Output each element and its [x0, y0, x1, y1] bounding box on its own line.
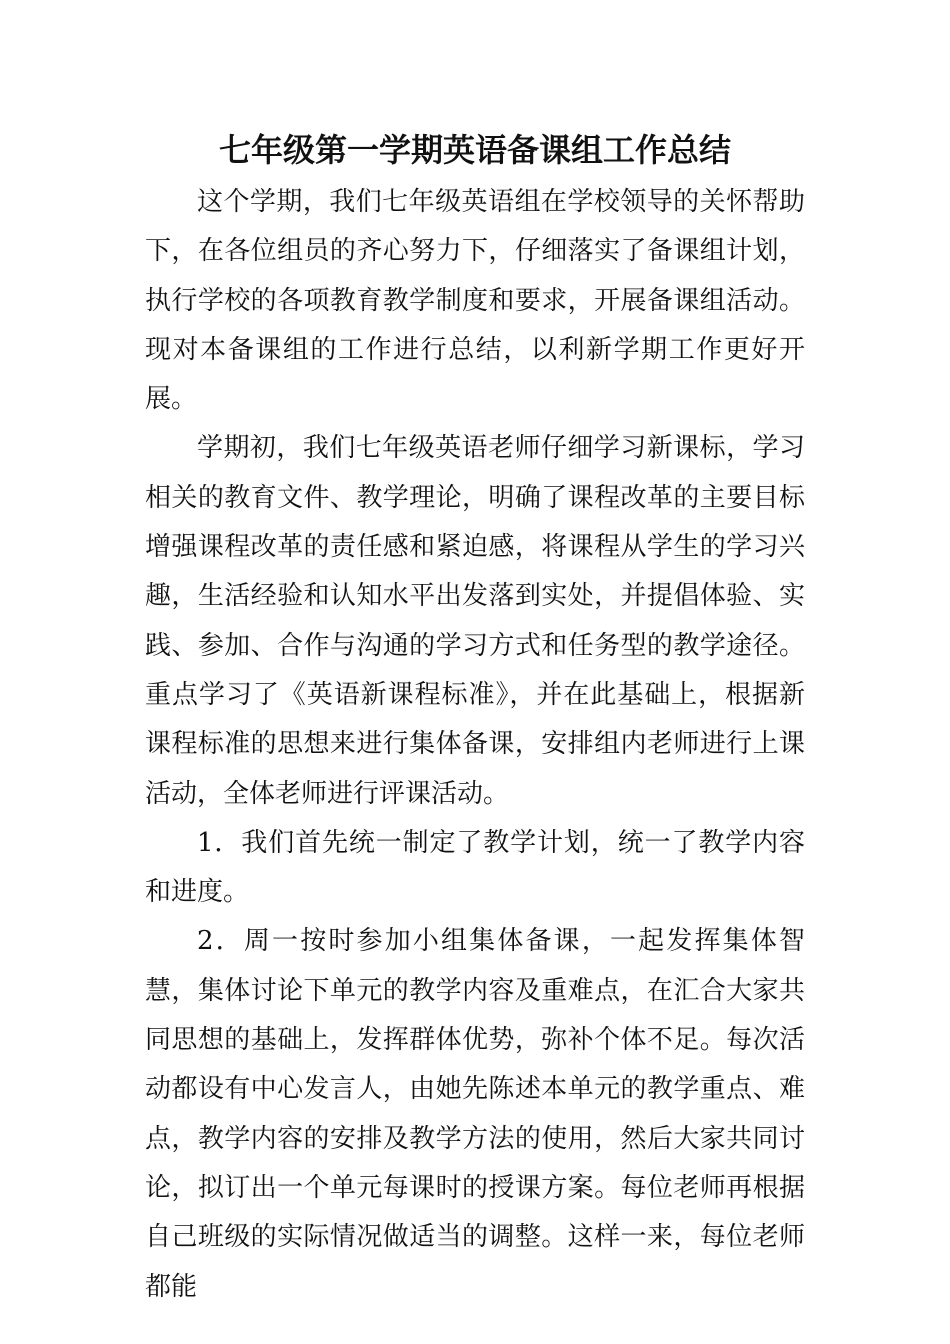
document-title: 七年级第一学期英语备课组工作总结 [218, 131, 731, 169]
paragraph-intro: 这个学期，我们七年级英语组在学校领导的关怀帮助下，在各位组员的齐心努力下，仔细落实了备课组计划，执行学校的各项教育教学制度和要求，开展备课组活动。现对本备课组的工作进行总结，以利新学期工作更好开展。 [145, 187, 805, 415]
paragraph-semester-start: 学期初，我们七年级英语老师仔细学习新课标，学习相关的教育文件、教学理论，明确了课程改革的主要目标增强课程改革的责任感和紧迫感，将课程从学生的学习兴趣，生活经验和认知水平出发落到实处，并提倡体验、实践、参加、合作与沟通的学习方式和任务型的教学途径。重点学习了《英语新课程标准》，并在此基础上，根据新课程标准的思想来进行集体备课，安排组内老师进行上课活动，全体老师进行评课活动。 [145, 433, 805, 809]
paragraph-item-2: 2．周一按时参加小组集体备课，一起发挥集体智慧，集体讨论下单元的教学内容及重难点，在汇合大家共同思想的基础上，发挥群体优势，弥补个体不足。每次活动都设有中心发言人，由她先陈述本单元的教学重点、难点，教学内容的安排及教学方法的使用，然后大家共同讨论，拟订出一个单元每课时的授课方案。每位老师再根据自己班级的实际情况做适当的调整。这样一来，每位老师都能 [145, 926, 805, 1302]
document-body [145, 178, 805, 1312]
paragraph-item-1: 1．我们首先统一制定了教学计划，统一了教学内容和进度。 [145, 827, 805, 908]
